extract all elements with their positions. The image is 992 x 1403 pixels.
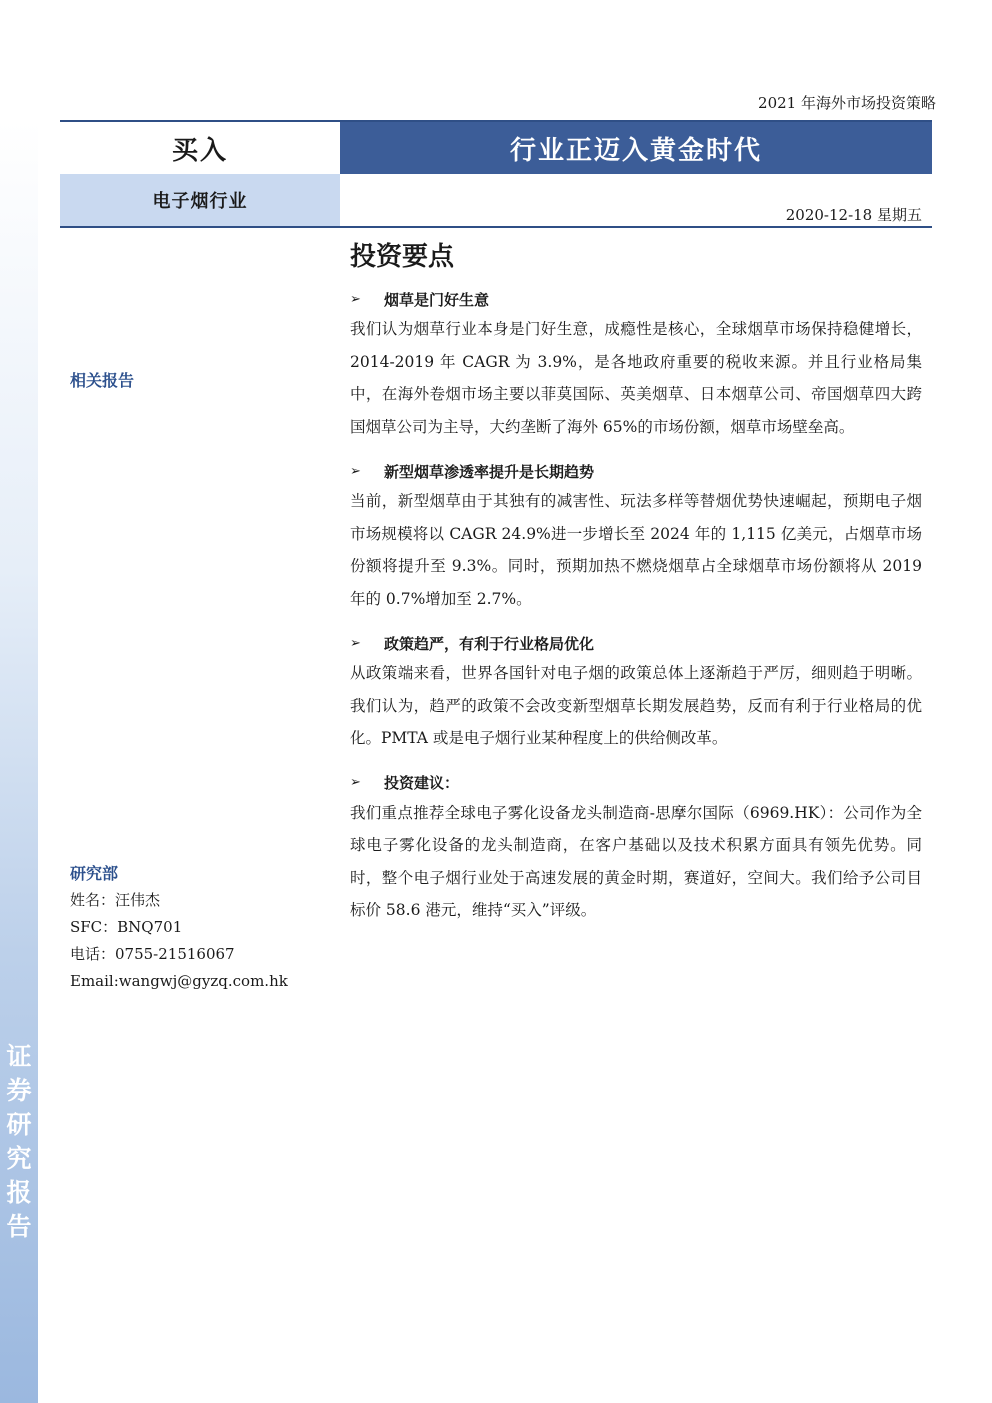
section-2 [350,457,922,615]
analyst-email: Email:wangwj@gyzq.com.hk [70,972,288,990]
section-1 [350,285,922,443]
section-title: 烟草是门好生意 [384,290,490,309]
arrow-bullet-icon: ➢ [350,291,361,307]
section-body: 当前，新型烟草由于其独有的减害性、玩法多样等替烟优势快速崛起，预期电子烟市场规模将以 CAGR 24.9%进一步增长至 2024 年的 1,115 亿美元，占烟草市场份额将提升至 9.3%。同时，预期加热不燃烧烟草占全球烟草市场份额将从 2019 年的 0.7%增加至 2.7%。 [350,492,922,608]
rating-label: 买入 [171,135,228,166]
analyst-name: 姓名：汪伟杰 [70,891,161,909]
header-bottom-rule [60,226,932,228]
investment-highlights-title: 投资要点 [350,242,455,272]
report-title: 行业正迈入黄金时代 [340,122,932,174]
arrow-bullet-icon: ➢ [350,463,361,479]
report-date: 2020-12-18 星期五 [785,206,922,224]
section-body: 我们重点推荐全球电子雾化设备龙头制造商-思摩尔国际（6969.HK）：公司作为全球电子雾化设备的龙头制造商，在客户基础以及技术积累方面具有领先优势。同时，整个电子烟行业处于高速发展的黄金时期，赛道好，空间大。我们给予公司目标价 58.6 港元，维持“买入”评级。 [350,803,922,919]
section-title: 投资建议： [384,774,460,792]
section-4 [350,769,922,927]
section-heading [350,769,922,797]
main-content [350,236,922,941]
section-title: 新型烟草渗透率提升是长期趋势 [384,462,595,481]
section-heading [350,285,922,313]
research-contact [70,860,288,995]
document-series: 2021 年海外市场投资策略 [758,94,936,112]
side-label: 证券研究报告 [6,1042,32,1241]
arrow-bullet-icon: ➢ [350,775,361,790]
arrow-bullet-icon: ➢ [350,635,361,651]
section-body: 从政策端来看，世界各国针对电子烟的政策总体上逐渐趋于严厉，细则趋于明晰。我们认为，趋严的政策不会改变新型烟草长期发展趋势，反而有利于行业格局的优化。PMTA 或是电子烟行业某种程度上的供给侧改革。 [350,664,922,747]
analyst-sfc: SFC：BNQ701 [70,918,183,936]
section-body: 我们认为烟草行业本身是门好生意，成瘾性是核心，全球烟草市场保持稳健增长，2014-2019 年 CAGR 为 3.9%，是各地政府重要的税收来源。并且行业格局集中，在海外卷烟市场主要以菲莫国际、英美烟草、日本烟草公司、帝国烟草四大跨国烟草公司为主导，大约垄断了海外 65%的市场份额，烟草市场壁垒高。 [350,320,922,436]
related-reports-heading: 相关报告 [70,371,135,390]
research-dept: 研究部 [70,864,119,883]
section-title: 政策趋严，有利于行业格局优化 [384,634,595,653]
industry-label: 电子烟行业 [60,174,340,226]
section-heading [350,457,922,485]
section-3 [350,629,922,755]
analyst-phone: 电话：0755-21516067 [70,945,235,963]
section-heading [350,629,922,657]
